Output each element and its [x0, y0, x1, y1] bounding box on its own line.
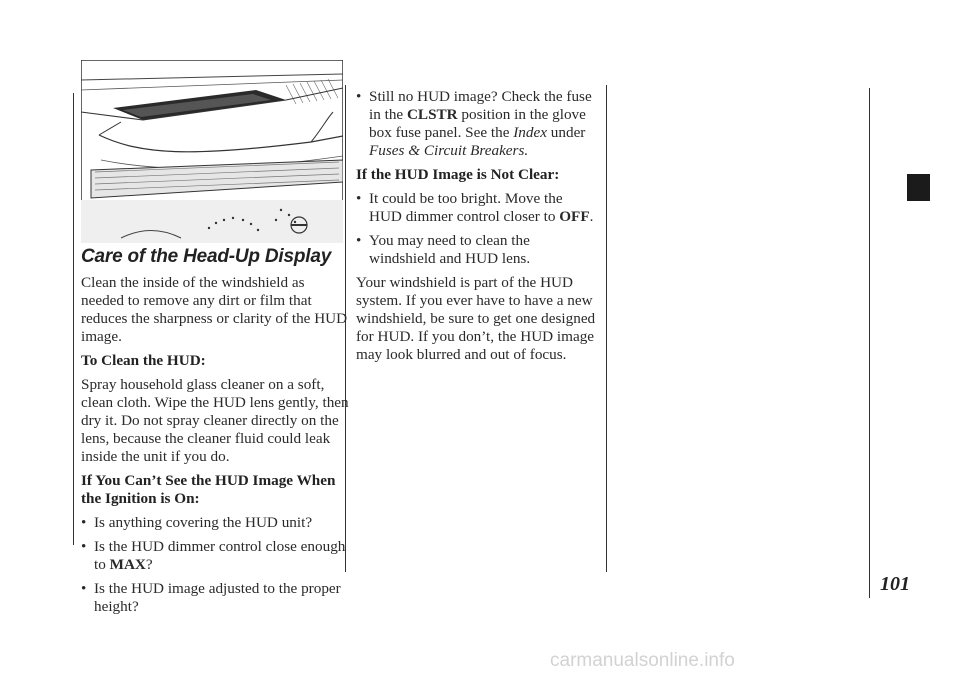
bullet-text-mid: position in the glove box fuse panel. See the	[369, 106, 586, 141]
list-item	[81, 538, 349, 574]
bullet-text: It could be too bright. Move the HUD dimmer control closer to	[369, 190, 563, 225]
section-title: Care of the Head-Up Display	[81, 246, 332, 267]
bullet-text: You may need to clean the windshield and HUD lens.	[369, 232, 531, 267]
bullet-text: Still no HUD image? Check the fuse in the	[369, 88, 592, 123]
bullet-marker: •	[356, 88, 362, 105]
bullet-marker: •	[81, 514, 87, 531]
clean-paragraph: Spray household glass cleaner on a soft, clean cloth. Wipe the HUD lens gently, then dry it. Do not spray cleaner directly on the lens, because the cleaner fluid could leak inside the unit if you do.	[81, 376, 349, 465]
bullet-marker: •	[356, 232, 362, 249]
list-item	[356, 190, 596, 226]
closing-paragraph: Your windshield is part of the HUD system. If you ever have to have a new windshield, be sure to get one designed for HUD. If you don’t, the HUD image may look blurred and out of focus.	[356, 274, 596, 363]
bullet-marker: •	[81, 580, 87, 597]
list-item	[356, 232, 596, 268]
watermark: carmanualsonline.info	[550, 650, 735, 671]
hud-dashboard-illustration	[81, 60, 343, 243]
max-label: MAX	[109, 556, 146, 573]
outer-margin-rule	[869, 88, 870, 598]
list-item	[356, 88, 596, 160]
list-item	[81, 514, 349, 532]
bullet-text-end: ?	[145, 556, 153, 573]
left-column	[81, 246, 349, 622]
list-item	[81, 580, 349, 616]
bullet-text: Is anything covering the HUD unit?	[94, 514, 313, 531]
chapter-tab	[907, 174, 930, 201]
index-reference: Index	[513, 124, 547, 141]
bullet-marker: •	[81, 538, 87, 555]
cant-see-heading: If You Can’t See the HUD Image When the Ignition is On:	[81, 472, 336, 507]
bullet-text-under: under	[546, 124, 586, 141]
bullet-text: Is the HUD image adjusted to the proper height?	[94, 580, 341, 615]
left-margin-rule	[73, 93, 74, 545]
clstr-label: CLSTR	[406, 106, 458, 123]
bullet-text-end: .	[589, 208, 594, 225]
bullet-text: Is the HUD dimmer control close enough to	[94, 538, 346, 573]
not-clear-heading: If the HUD Image is Not Clear:	[356, 166, 560, 183]
off-label: OFF	[559, 208, 590, 225]
bullet-marker: •	[356, 190, 362, 207]
right-column	[356, 88, 596, 370]
page-number: 101	[880, 573, 910, 595]
right-column-rule	[606, 85, 607, 572]
intro-paragraph: Clean the inside of the windshield as needed to remove any dirt or film that reduces the sharpness or clarity of the HUD image.	[81, 274, 348, 345]
clean-heading: To Clean the HUD:	[81, 352, 206, 369]
fuses-reference: Fuses & Circuit Breakers.	[369, 142, 529, 159]
